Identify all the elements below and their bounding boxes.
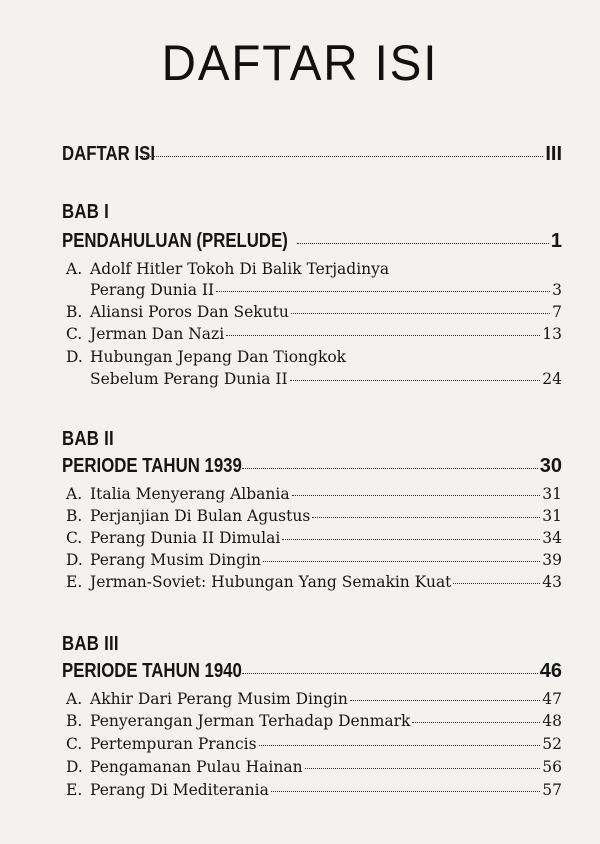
- leader-dots: [226, 335, 540, 336]
- toc-item-2a[interactable]: [66, 485, 562, 503]
- toc-item-3e[interactable]: [66, 781, 562, 799]
- toc-entry-daftar-isi[interactable]: [62, 143, 562, 166]
- leader-dots: [216, 291, 550, 292]
- item-line2: Sebelum Perang Dunia II: [90, 370, 288, 388]
- item-page: 3: [552, 281, 562, 299]
- toc-item-3a[interactable]: [66, 690, 562, 708]
- toc-item-1d[interactable]: [90, 370, 562, 388]
- item-page: 52: [542, 735, 562, 753]
- leader-dots: [453, 583, 540, 584]
- toc-item-2d[interactable]: [66, 551, 562, 569]
- item-letter: B.: [66, 507, 83, 525]
- chapter-heading: PERIODE TAHUN 1939: [62, 455, 242, 477]
- item-line1: Hubungan Jepang Dan Tiongkok: [90, 348, 347, 366]
- item-letter: A.: [66, 690, 83, 708]
- chapter-heading: PERIODE TAHUN 1940: [62, 660, 242, 682]
- item-letter: B.: [66, 303, 83, 321]
- toc-entry-label: DAFTAR ISI: [62, 143, 156, 165]
- item-page: 31: [542, 507, 562, 525]
- leader-dots: [297, 243, 549, 244]
- chapter-page: 46: [539, 660, 562, 682]
- item-label: Perang Dunia II Dimulai: [90, 529, 281, 547]
- item-label: Italia Menyerang Albania: [90, 485, 290, 503]
- leader-dots: [290, 380, 541, 381]
- item-letter: C.: [66, 735, 83, 753]
- leader-dots: [312, 517, 540, 518]
- item-label: Perang Di Mediterania: [90, 781, 269, 799]
- item-page: 7: [552, 303, 562, 321]
- chapter-2-label: BAB II: [62, 428, 114, 450]
- item-letter: A.: [66, 485, 83, 503]
- toc-entry-page: III: [545, 143, 562, 165]
- chapter-3-heading-row[interactable]: [62, 660, 562, 683]
- toc-item-1c[interactable]: [66, 325, 562, 343]
- leader-dots: [412, 722, 540, 723]
- toc-item-2c[interactable]: [66, 529, 562, 547]
- leader-dots: [350, 700, 540, 701]
- chapter-3-label: BAB III: [62, 633, 119, 655]
- item-label: Pengamanan Pulau Hainan: [90, 758, 303, 776]
- leader-dots: [305, 768, 541, 769]
- page-title: DAFTAR ISI: [161, 35, 439, 91]
- chapter-page: 30: [539, 455, 562, 477]
- item-label: Akhir Dari Perang Musim Dingin: [90, 690, 348, 708]
- leader-dots: [263, 561, 540, 562]
- item-label: Jerman-Soviet: Hubungan Yang Semakin Kuat: [90, 573, 452, 591]
- chapter-1-heading-row[interactable]: [62, 230, 562, 253]
- leader-dots: [139, 156, 544, 157]
- item-line2: Perang Dunia II: [90, 281, 215, 299]
- item-page: 39: [542, 551, 562, 569]
- item-label: Penyerangan Jerman Terhadap Denmark: [90, 712, 411, 730]
- leader-dots: [242, 468, 538, 469]
- item-label: Perjanjian Di Bulan Agustus: [90, 507, 311, 525]
- item-page: 13: [542, 325, 562, 343]
- leader-dots: [259, 745, 541, 746]
- item-page: 34: [542, 529, 562, 547]
- toc-item-2e[interactable]: [66, 573, 562, 591]
- leader-dots: [291, 313, 550, 314]
- item-letter: E.: [66, 573, 83, 591]
- leader-dots: [292, 495, 541, 496]
- item-page: 57: [542, 781, 562, 799]
- leader-dots: [271, 791, 540, 792]
- item-page: 47: [542, 690, 562, 708]
- leader-dots: [282, 539, 540, 540]
- item-label: Perang Musim Dingin: [90, 551, 262, 569]
- chapter-page: 1: [550, 230, 562, 252]
- item-letter: D.: [66, 348, 83, 366]
- item-letter: D.: [66, 551, 83, 569]
- chapter-heading: PENDAHULUAN (PRELUDE): [62, 230, 288, 252]
- item-label: Jerman Dan Nazi: [90, 325, 225, 343]
- item-page: 43: [542, 573, 562, 591]
- item-label: Aliansi Poros Dan Sekutu: [90, 303, 289, 321]
- toc-item-2b[interactable]: [66, 507, 562, 525]
- item-letter: A.: [66, 260, 83, 278]
- item-line1: Adolf Hitler Tokoh Di Balik Terjadinya: [90, 260, 390, 278]
- toc-item-1a[interactable]: [90, 281, 562, 299]
- chapter-2-heading-row[interactable]: [62, 455, 562, 478]
- toc-item-3b[interactable]: [66, 712, 562, 730]
- item-label: Pertempuran Prancis: [90, 735, 257, 753]
- item-page: 31: [542, 485, 562, 503]
- toc-item-1b[interactable]: [66, 303, 562, 321]
- item-letter: E.: [66, 781, 83, 799]
- toc-item-3d[interactable]: [66, 758, 562, 776]
- item-page: 56: [542, 758, 562, 776]
- item-page: 24: [542, 370, 562, 388]
- leader-dots: [242, 673, 538, 674]
- item-letter: D.: [66, 758, 83, 776]
- item-page: 48: [542, 712, 562, 730]
- toc-item-3c[interactable]: [66, 735, 562, 753]
- item-letter: C.: [66, 529, 83, 547]
- item-letter: C.: [66, 325, 83, 343]
- item-letter: B.: [66, 712, 83, 730]
- chapter-1-label: BAB I: [62, 201, 110, 223]
